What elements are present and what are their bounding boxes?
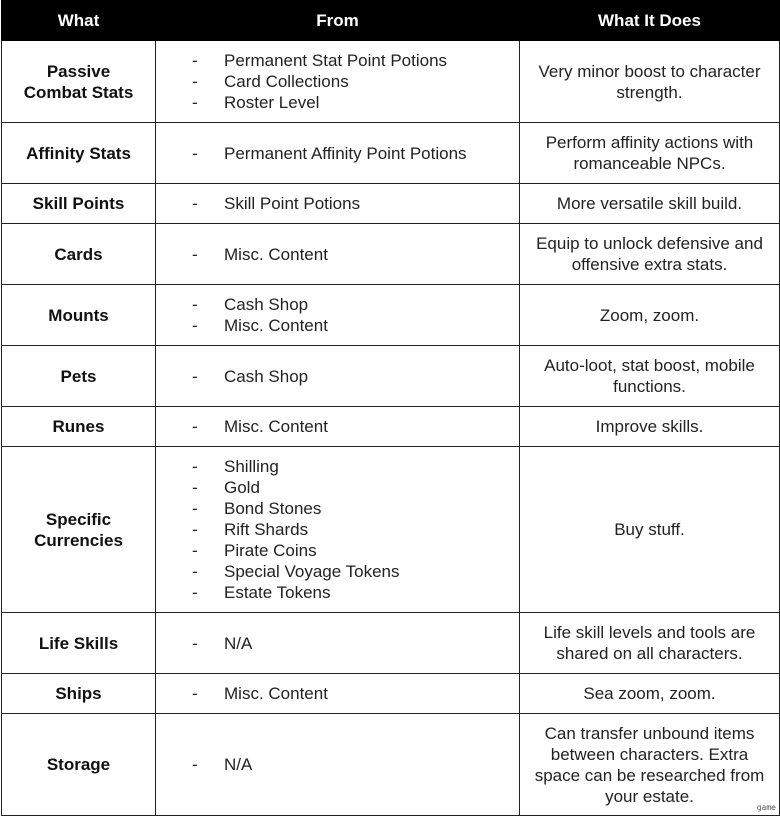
source-list <box>156 633 519 654</box>
source-item: - Misc. Content <box>192 683 519 704</box>
table-row <box>2 407 780 447</box>
row-what-it-does: Zoom, zoom. <box>520 285 780 346</box>
source-item: - Shilling <box>192 456 519 477</box>
source-item: - Pirate Coins <box>192 540 519 561</box>
row-what-text: Specific Currencies <box>34 509 123 550</box>
source-item: - Rift Shards <box>192 519 519 540</box>
row-from <box>156 613 520 674</box>
source-item: - Permanent Stat Point Potions <box>192 50 519 71</box>
source-list <box>156 294 519 336</box>
source-item: - Cash Shop <box>192 366 519 387</box>
row-what <box>2 447 156 613</box>
source-list <box>156 683 519 704</box>
table-header-row <box>2 1 780 41</box>
header-from: From <box>156 1 520 41</box>
source-item: - Cash Shop <box>192 294 519 315</box>
row-what-it-does: Can transfer unbound items between characters. Extra space can be researched from your estate. <box>520 714 780 816</box>
row-what-it-does: Improve skills. <box>520 407 780 447</box>
source-list <box>156 143 519 164</box>
row-what <box>2 41 156 123</box>
row-what: Skill Points <box>2 184 156 224</box>
source-item: - Permanent Affinity Point Potions <box>192 143 519 164</box>
source-list <box>156 244 519 265</box>
table-row <box>2 714 780 816</box>
row-what-it-does: More versatile skill build. <box>520 184 780 224</box>
source-item: - N/A <box>192 633 519 654</box>
source-item: - Roster Level <box>192 92 519 113</box>
table-row <box>2 123 780 184</box>
row-from <box>156 184 520 224</box>
table-row <box>2 224 780 285</box>
row-from <box>156 41 520 123</box>
row-what-it-does: Buy stuff. <box>520 447 780 613</box>
row-what-it-does: Very minor boost to character strength. <box>520 41 780 123</box>
row-what: Affinity Stats <box>2 123 156 184</box>
source-list <box>156 50 519 113</box>
source-item: - Gold <box>192 477 519 498</box>
row-what-text: Passive Combat Stats <box>23 61 134 102</box>
row-from <box>156 714 520 816</box>
row-from <box>156 346 520 407</box>
table-row <box>2 346 780 407</box>
row-what: Ships <box>2 674 156 714</box>
table-row <box>2 674 780 714</box>
source-item: - Misc. Content <box>192 416 519 437</box>
row-what-it-does: Sea zoom, zoom. <box>520 674 780 714</box>
table-row <box>2 41 780 123</box>
row-what-it-does: Life skill levels and tools are shared on all characters. <box>520 613 780 674</box>
source-item: - N/A <box>192 754 519 775</box>
source-item: - Bond Stones <box>192 498 519 519</box>
roster-comparison-table <box>1 0 780 816</box>
source-item: - Misc. Content <box>192 244 519 265</box>
table-row <box>2 613 780 674</box>
row-from <box>156 447 520 613</box>
watermark: game <box>756 803 776 812</box>
row-what: Runes <box>2 407 156 447</box>
row-from <box>156 285 520 346</box>
source-item: - Card Collections <box>192 71 519 92</box>
source-list <box>156 456 519 603</box>
row-from <box>156 224 520 285</box>
row-from <box>156 407 520 447</box>
source-list <box>156 193 519 214</box>
row-what-it-does: Perform affinity actions with romanceable NPCs. <box>520 123 780 184</box>
header-what: What <box>2 1 156 41</box>
source-item: - Misc. Content <box>192 315 519 336</box>
row-what: Storage <box>2 714 156 816</box>
table-row <box>2 447 780 613</box>
table-row <box>2 184 780 224</box>
table-row <box>2 285 780 346</box>
source-item: - Skill Point Potions <box>192 193 519 214</box>
header-what-it-does: What It Does <box>520 1 780 41</box>
source-item: - Special Voyage Tokens <box>192 561 519 582</box>
row-what-it-does: Equip to unlock defensive and offensive extra stats. <box>520 224 780 285</box>
source-list <box>156 366 519 387</box>
row-what: Cards <box>2 224 156 285</box>
row-what: Pets <box>2 346 156 407</box>
source-list <box>156 754 519 775</box>
row-what-it-does: Auto-loot, stat boost, mobile functions. <box>520 346 780 407</box>
row-from <box>156 123 520 184</box>
row-from <box>156 674 520 714</box>
source-list <box>156 416 519 437</box>
source-item: - Estate Tokens <box>192 582 519 603</box>
row-what: Life Skills <box>2 613 156 674</box>
row-what: Mounts <box>2 285 156 346</box>
